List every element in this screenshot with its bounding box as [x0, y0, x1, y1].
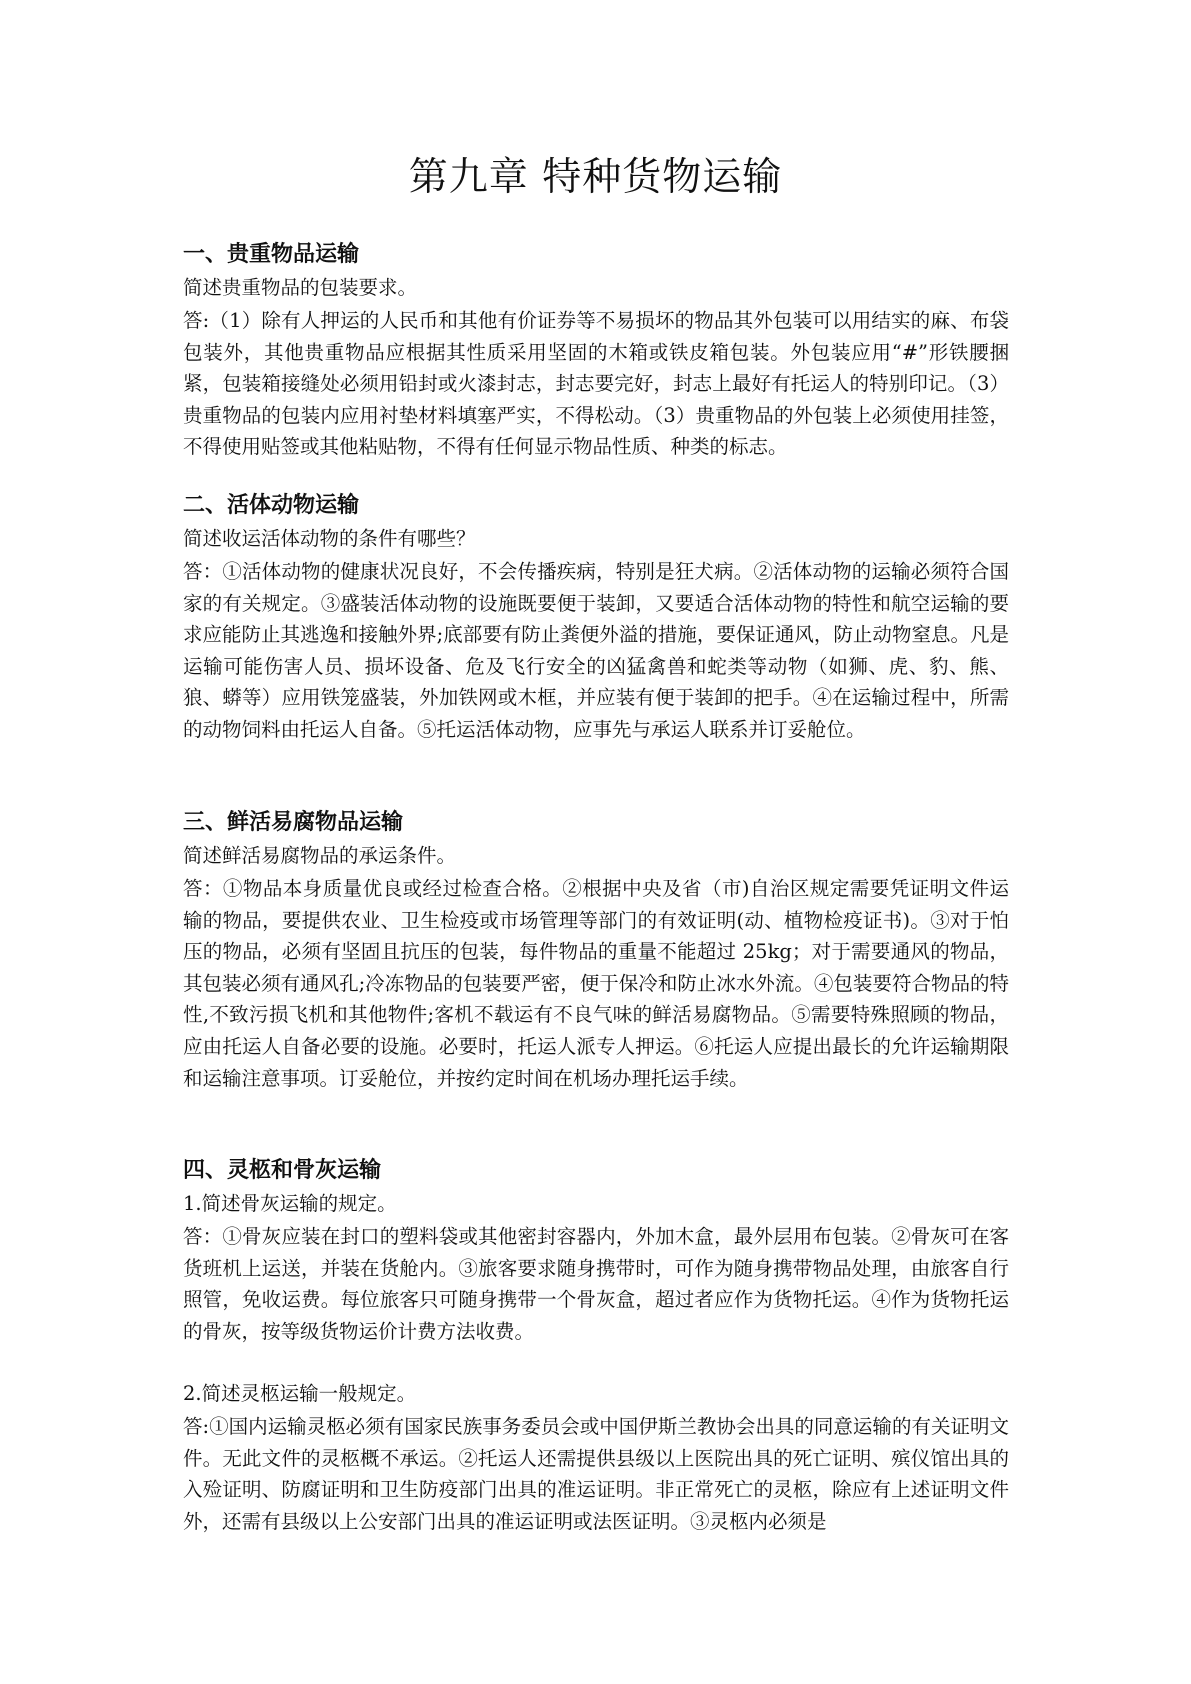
section-answer-ashes: 答：①骨灰应装在封口的塑料袋或其他密封容器内，外加木盒，最外层用布包装。②骨灰可在客货班机上运送，并装在货舱内。③旅客要求随身携带时，可作为随身携带物品处理，由旅客自行照管，免收运费。每位旅客只可随身携带一个骨灰盒，超过者应作为货物托运。④作为货物托运的骨灰，按等级货物运价计费方法收费。 [183, 1225, 1009, 1343]
section-heading-valuables: 一、贵重物品运输 [183, 242, 360, 267]
section-question-perishables: 简述鲜活易腐物品的承运条件。 [183, 844, 457, 867]
section-answer-coffin: 答:①国内运输灵柩必须有国家民族事务委员会或中国伊斯兰教协会出具的同意运输的有关证明文件。无此文件的灵柩概不承运。②托运人还需提供县级以上医院出具的死亡证明、殡仪馆出具的入殓证明、防腐证明和卫生防疫部门出具的准运证明。非正常死亡的灵柩，除应有上述证明文件外，还需有县级以上公安部门出具的准运证明或法医证明。③灵柩内必须是 [183, 1415, 1009, 1533]
section-question-live-animals: 简述收运活体动物的条件有哪些？ [183, 527, 476, 550]
section-heading-live-animals: 二、活体动物运输 [183, 493, 360, 518]
section-heading-remains: 四、灵柩和骨灰运输 [183, 1158, 382, 1183]
section-answer-valuables: 答:（1）除有人押运的人民币和其他有价证券等不易损坏的物品其外包装可以用结实的麻、布袋包装外，其他贵重物品应根据其性质采用坚固的木箱或铁皮箱包装。外包装应用“#”形铁腰捆紧，包装箱接缝处必须用铅封或火漆封志，封志要完好，封志上最好有托运人的特别印记。（3）贵重物品的包装内应用衬垫材料填塞严实，不得松动。（3）贵重物品的外包装上必须使用挂签，不得使用贴签或其他粘贴物，不得有任何显示物品性质、种类的标志。 [183, 309, 1009, 459]
section-answer-live-animals: 答：①活体动物的健康状况良好，不会传播疾病，特别是狂犬病。②活体动物的运输必须符合国家的有关规定。③盛装活体动物的设施既要便于装卸，又要适合活体动物的特性和航空运输的要求应能防止其逃逸和接触外界;底部要有防止粪便外溢的措施，要保证通风，防止动物窒息。凡是运输可能伤害人员、损坏设备、危及飞行安全的凶猛禽兽和蛇类等动物（如狮、虎、豹、熊、狼、蟒等）应用铁笼盛装，外加铁网或木框，并应装有便于装卸的把手。④在运输过程中，所需的动物饲料由托运人自备。⑤托运活体动物，应事先与承运人联系并订妥舱位。 [183, 560, 1009, 741]
section-question-coffin: 2.简述灵柩运输一般规定。 [183, 1382, 417, 1405]
section-heading-perishables: 三、鲜活易腐物品运输 [183, 810, 404, 835]
section-question-valuables: 简述贵重物品的包装要求。 [183, 276, 418, 299]
chapter-title: 第九章 特种货物运输 [408, 155, 783, 200]
section-question-ashes: 1.简述骨灰运输的规定。 [183, 1192, 397, 1215]
section-answer-perishables: 答：①物品本身质量优良或经过检查合格。②根据中央及省（市)自治区规定需要凭证明文件运输的物品，要提供农业、卫生检疫或市场管理等部门的有效证明(动、植物检疫证书)。③对于怕压的物品，必须有坚固且抗压的包装，每件物品的重量不能超过 25kg；对于需要通风的物品，其包装必须有通风孔;冷冻物品的包装要严密，便于保冷和防止冰水外流。④包装要符合物品的特性,不致污损飞机和其他物件;客机不载运有不良气味的鲜活易腐物品。⑤需要特殊照顾的物品，应由托运人自备必要的设施。必要时，托运人派专人押运。⑥托运人应提出最长的允许运输期限和运输注意事项。订妥舱位，并按约定时间在机场办理托运手续。 [183, 877, 1009, 1090]
